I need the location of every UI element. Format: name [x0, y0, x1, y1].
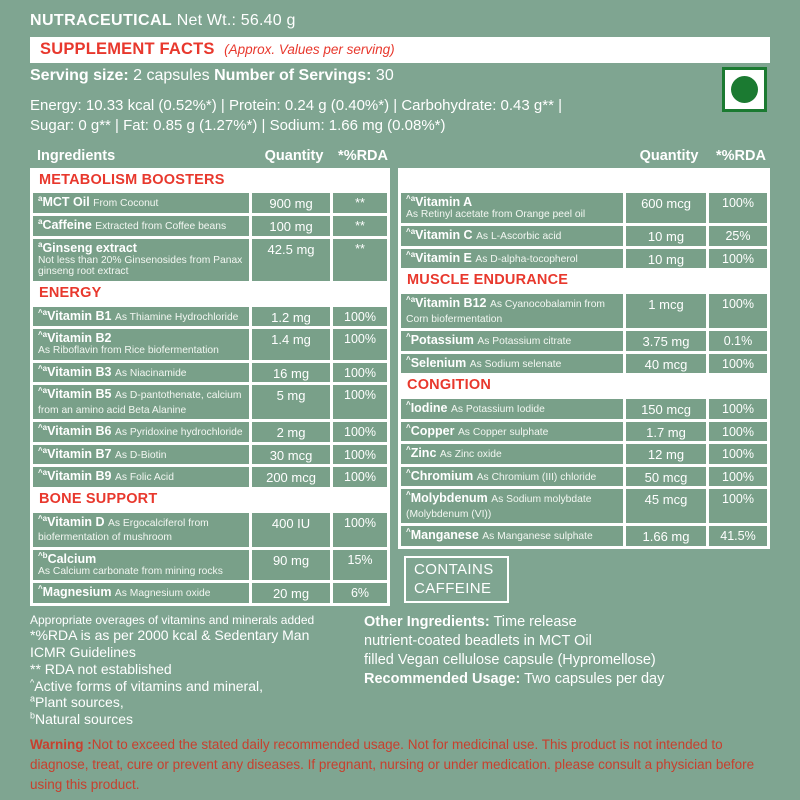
ingredient-desc: As D-Biotin — [114, 449, 167, 461]
ingredient-row — [33, 216, 387, 236]
source-marker: ^a — [38, 423, 48, 432]
ingredient-name: $^{\^{}a}$Vitamin B2 — [38, 329, 112, 346]
ingredient-name: ^Molybdenum — [406, 490, 492, 506]
serving-size-label: Serving size: — [30, 67, 129, 84]
servings-value: 30 — [375, 67, 394, 84]
ingredient-desc: As Thiamine Hydrochloride — [114, 311, 239, 323]
brand-name: NUTRACEUTICAL — [30, 12, 173, 29]
quantity-cell: 30 mcg — [252, 445, 330, 465]
ingredient-desc: As Sodium molybdate (Molybdenum (VI)) — [406, 494, 592, 520]
quantity-cell: 150 mcg — [626, 399, 706, 419]
supplement-facts-title: SUPPLEMENT FACTS — [40, 40, 215, 58]
ingredients-header: Ingredients — [37, 147, 116, 164]
ingredient-row — [401, 249, 767, 269]
vegetarian-mark-icon — [722, 67, 767, 112]
other-ingredients-line2: nutrient-coated beadlets in MCT Oil — [364, 632, 592, 649]
ingredient-row — [33, 422, 387, 442]
ingredient-desc: As Copper sulphate — [457, 426, 549, 438]
rda-cell: 100% — [333, 363, 387, 383]
source-marker: ^a — [406, 249, 416, 259]
footnote-line: $^a$Plant sources, — [30, 693, 124, 711]
source-marker: ^ — [406, 490, 411, 500]
section-header: CONGITION — [407, 377, 491, 394]
other-ingredients-block — [364, 613, 664, 728]
ingredient-name: $^{\^{}a}$Vitamin B12 — [406, 294, 490, 311]
ingredient-desc: As D-alpha-tocopherol — [475, 253, 578, 265]
ingredient-name-cell — [401, 226, 623, 246]
source-marker: ^a — [38, 363, 48, 373]
ingredient-name-cell — [401, 444, 623, 464]
ingredient-desc: As Zinc oxide — [439, 449, 502, 461]
source-marker: ^ — [406, 467, 411, 477]
ingredient-name-cell — [401, 489, 623, 523]
source-marker: a — [38, 239, 43, 249]
ingredient-row — [33, 550, 387, 581]
quantity-cell: 50 mcg — [626, 467, 706, 487]
source-marker: ^a — [38, 445, 48, 455]
ingredient-row — [33, 385, 387, 419]
ingredient-desc: As L-Ascorbic acid — [476, 231, 562, 243]
source-marker: ^ — [406, 445, 411, 454]
ingredient-desc: Not less than 20% Ginsenosides from Panax ginseng root extract — [38, 254, 243, 278]
source-marker: ^a — [38, 385, 48, 395]
quantity-cell: 42.5 mg — [252, 239, 330, 281]
source-marker: ^ — [406, 527, 411, 537]
ingredient-row — [33, 363, 387, 383]
ingredient-row — [33, 193, 387, 213]
macronutrient-summary — [30, 96, 770, 137]
servings-label: Number of Servings: — [214, 67, 372, 84]
footnote-line: ICMR Guidelines — [30, 644, 136, 660]
net-weight: Net Wt.: 56.40 g — [176, 12, 296, 29]
ingredients-header-spacer — [398, 148, 626, 164]
source-marker: ^ — [406, 354, 411, 364]
rda-cell: 100% — [333, 307, 387, 327]
left-table-column — [30, 168, 390, 606]
ingredients-tables — [30, 168, 770, 606]
ingredient-row — [33, 467, 387, 487]
ingredient-name: ^Iodine — [406, 399, 451, 416]
ingredient-name: $^{\^{}b}$Calcium — [38, 550, 97, 566]
ingredient-name-cell — [401, 249, 623, 269]
ingredient-name: $^a$Ginseng extract — [38, 239, 137, 255]
quantity-cell: 10 mg — [626, 249, 706, 269]
ingredient-name-cell — [401, 422, 623, 442]
ingredient-name: $^{\^{}a}$Vitamin E — [406, 249, 476, 265]
ingredient-name-cell — [401, 294, 623, 328]
rda-header: *%RDA — [716, 147, 766, 164]
rda-cell: 100% — [333, 445, 387, 465]
quantity-cell: 1.2 mg — [252, 307, 330, 327]
source-marker: ^ — [406, 331, 411, 341]
source-marker: ^b — [38, 550, 48, 560]
footnote-line: Appropriate overages of vitamins and minerals added — [30, 612, 315, 627]
rda-cell: 25% — [709, 226, 767, 246]
rda-cell: ** — [333, 193, 387, 213]
rda-cell: 100% — [709, 489, 767, 523]
quantity-cell: 1 mcg — [626, 294, 706, 328]
warning-text: Warning :Not to exceed the stated daily recommended usage. Not for medicinal use. This product is not intended to diagnose, treat, cure or prevent any diseases. If pregnant, nursing or under medication. please consult a physician before using this product. — [30, 736, 755, 793]
ingredient-name-cell — [33, 422, 249, 442]
ingredient-name: $^{\^{}a}$Vitamin B5 — [38, 385, 115, 402]
table-column-headers — [30, 148, 770, 164]
source-marker: ^a — [406, 294, 416, 304]
ingredient-row — [401, 489, 767, 523]
ingredient-row — [33, 307, 387, 327]
rda-cell: 100% — [333, 422, 387, 442]
ingredient-desc: As Retinyl acetate from Orange peel oil — [406, 208, 586, 220]
ingredient-desc: As Sodium selenate — [469, 358, 562, 370]
quantity-cell: 600 mcg — [626, 193, 706, 224]
right-ingredients-table — [398, 168, 770, 549]
rda-cell: ** — [333, 216, 387, 236]
footnote-line: ^Active forms of vitamins and mineral, — [30, 676, 263, 694]
ingredient-desc: As Cyanocobalamin from Corn biofermentation — [406, 299, 605, 325]
rda-cell: 100% — [709, 467, 767, 487]
quantity-cell: 2 mg — [252, 422, 330, 442]
ingredient-row — [401, 444, 767, 464]
rda-cell: 100% — [709, 354, 767, 374]
rda-cell: ** — [333, 239, 387, 281]
quantity-cell: 200 mcg — [252, 467, 330, 487]
column-headers-right — [398, 148, 770, 164]
rda-cell: 100% — [709, 249, 767, 269]
ingredient-row — [401, 422, 767, 442]
ingredient-desc: As Pyridoxine hydrochloride — [114, 427, 243, 439]
quantity-cell: 12 mg — [626, 444, 706, 464]
ingredient-desc: As Ergocalciferol from biofermentation of mushroom — [38, 517, 209, 544]
supplement-facts-note: (Approx. Values per serving) — [224, 42, 395, 57]
quantity-cell: 400 IU — [252, 513, 330, 547]
ingredient-name: $^{\^{}a}$Vitamin B3 — [38, 363, 115, 379]
ingredient-name-cell — [401, 193, 623, 224]
ingredient-name: $^a$Caffeine — [38, 216, 96, 232]
ingredient-desc: As Riboflavin from Rice biofermentation — [38, 345, 219, 357]
source-marker: ^ — [38, 584, 43, 594]
section-header: BONE SUPPORT — [39, 490, 158, 507]
ingredient-row — [401, 331, 767, 351]
rda-cell: 100% — [709, 294, 767, 328]
quantity-cell: 16 mg — [252, 363, 330, 383]
ingredient-row — [33, 445, 387, 465]
rda-cell: 100% — [333, 513, 387, 547]
ingredient-row — [401, 294, 767, 328]
recommended-usage-value: Two capsules per day — [524, 671, 665, 688]
ingredient-name: ^Magnesium — [38, 584, 115, 600]
ingredient-name: ^Chromium — [406, 467, 477, 483]
ingredient-desc: As Manganese sulphate — [482, 531, 593, 543]
section-header-blank — [401, 171, 767, 190]
ingredient-desc: As D-pantothenate, calcium from an amino acid Beta Alanine — [38, 390, 242, 416]
ingredient-name-cell — [33, 513, 249, 547]
rda-cell: 15% — [333, 550, 387, 581]
source-marker: ^a — [38, 513, 48, 523]
source-marker: ^a — [38, 329, 48, 339]
source-marker: a — [38, 194, 43, 204]
ingredient-desc: As Chromium (III) chloride — [476, 471, 597, 483]
quantity-cell: 3.75 mg — [626, 331, 706, 351]
ingredient-name-cell — [33, 467, 249, 487]
quantity-cell: 20 mg — [252, 583, 330, 603]
ingredient-name: $^{\^{}a}$Vitamin B1 — [38, 307, 115, 323]
left-ingredients-table — [30, 168, 390, 606]
quantity-cell: 5 mg — [252, 385, 330, 419]
ingredient-row — [33, 239, 387, 281]
ingredient-row — [33, 513, 387, 547]
ingredient-desc: As Niacinamide — [114, 367, 187, 379]
ingredient-name: $^{\^{}a}$Vitamin D — [38, 513, 109, 529]
supplement-facts-bar — [30, 37, 770, 63]
ingredient-name: ^Zinc — [406, 445, 440, 461]
ingredient-name-cell — [33, 583, 249, 603]
other-ingredients-line3: filled Vegan cellulose capsule (Hypromellose) — [364, 652, 656, 669]
ingredient-row — [401, 226, 767, 246]
serving-line — [30, 67, 770, 85]
source-marker: ^a — [406, 193, 416, 203]
ingredient-name-cell — [33, 445, 249, 465]
quantity-cell: 90 mg — [252, 550, 330, 581]
rda-cell: 6% — [333, 583, 387, 603]
right-table-column — [398, 168, 770, 604]
quantity-cell: 40 mcg — [626, 354, 706, 374]
quantity-cell: 45 mcg — [626, 489, 706, 523]
quantity-cell: 100 mg — [252, 216, 330, 236]
ingredient-name: $^{\^{}a}$Vitamin A — [406, 193, 473, 209]
ingredient-desc: From Coconut — [93, 198, 159, 210]
ingredient-name: $^{\^{}a}$Vitamin B9 — [38, 468, 115, 484]
ingredient-name-cell — [33, 216, 249, 236]
source-marker: ^a — [38, 307, 48, 317]
macros-line-2: Sugar: 0 g** | Fat: 0.85 g (1.27%*) | Sodium: 1.66 mg (0.08%*) — [30, 117, 446, 135]
ingredient-name-cell — [33, 385, 249, 419]
ingredient-row — [33, 583, 387, 603]
ingredient-desc: As Calcium carbonate from mining rocks — [38, 565, 223, 577]
quantity-cell: 900 mg — [252, 193, 330, 213]
ingredient-desc: As Potassium citrate — [477, 336, 572, 348]
ingredient-desc: As Potassium Iodide — [450, 404, 545, 416]
ingredient-desc: As Folic Acid — [114, 472, 174, 484]
ingredient-name-cell — [33, 363, 249, 383]
veg-dot-icon — [731, 76, 758, 103]
ingredient-name-cell — [401, 467, 623, 487]
ingredient-name-cell — [33, 193, 249, 213]
ingredient-name: $^a$MCT Oil — [38, 194, 94, 210]
ingredient-name: ^Copper — [406, 422, 458, 438]
ingredient-desc: As Magnesium oxide — [114, 588, 211, 600]
ingredient-name-cell — [401, 331, 623, 351]
contains-caffeine-box: CONTAINS CAFFEINE — [404, 556, 509, 604]
ingredient-name-cell — [401, 526, 623, 546]
source-marker: ^ — [406, 399, 411, 409]
footer — [30, 613, 770, 728]
rda-cell: 0.1% — [709, 331, 767, 351]
serving-size-value: 2 capsules — [133, 67, 210, 84]
rda-cell: 100% — [333, 385, 387, 419]
rda-cell: 100% — [709, 444, 767, 464]
quantity-header: Quantity — [639, 147, 699, 164]
ingredient-name-cell — [401, 399, 623, 419]
source-marker: a — [38, 216, 43, 226]
source-marker: ^ — [406, 422, 411, 432]
section-header: MUSCLE ENDURANCE — [407, 272, 569, 289]
quantity-cell: 1.7 mg — [626, 422, 706, 442]
rda-cell: 100% — [709, 399, 767, 419]
ingredient-name-cell — [33, 307, 249, 327]
other-ingredients-label: Other Ingredients: — [364, 613, 490, 630]
ingredient-name-cell — [33, 550, 249, 581]
footnote-line: *%RDA is as per 2000 kcal & Sedentary Man — [30, 627, 310, 644]
rda-cell: 100% — [333, 467, 387, 487]
ingredient-name: ^Manganese — [406, 527, 483, 543]
quantity-cell: 10 mg — [626, 226, 706, 246]
macros-line-1: Energy: 10.33 kcal (0.52%*) | Protein: 0.24 g (0.40%*) | Carbohydrate: 0.43 g** | — [30, 97, 562, 114]
rda-cell: 100% — [709, 193, 767, 224]
ingredient-name: $^{\^{}a}$Vitamin B7 — [38, 445, 115, 461]
rda-cell: 41.5% — [709, 526, 767, 546]
quantity-header: Quantity — [264, 147, 324, 164]
rda-header: *%RDA — [338, 147, 388, 164]
ingredient-name-cell — [33, 239, 249, 281]
rda-cell: 100% — [333, 329, 387, 360]
ingredient-row — [401, 526, 767, 546]
ingredient-name-cell — [401, 354, 623, 374]
ingredient-desc: Extracted from Coffee beans — [95, 220, 227, 232]
rda-cell: 100% — [709, 422, 767, 442]
ingredient-name: $^{\^{}a}$Vitamin B6 — [38, 423, 115, 439]
column-headers-left — [30, 148, 390, 164]
footnote-line: ** RDA not established — [30, 660, 172, 677]
ingredient-name-cell — [33, 329, 249, 360]
source-marker: ^a — [406, 226, 416, 236]
ingredient-row — [401, 399, 767, 419]
brand-line — [30, 12, 770, 30]
recommended-usage-label: Recommended Usage: — [364, 671, 521, 688]
warning-label: Warning : — [30, 736, 92, 752]
ingredient-name: ^Selenium — [406, 354, 470, 370]
ingredient-row — [401, 467, 767, 487]
ingredient-name: ^Potassium — [406, 331, 478, 348]
ingredient-row — [401, 354, 767, 374]
section-header: ENERGY — [39, 284, 102, 301]
ingredient-row — [33, 329, 387, 360]
ingredient-name: $^{\^{}a}$Vitamin C — [406, 226, 477, 243]
other-ingredients-line1: Time release — [493, 613, 577, 630]
quantity-cell: 1.66 mg — [626, 526, 706, 546]
section-header: METABOLISM BOOSTERS — [39, 171, 225, 188]
quantity-cell: 1.4 mg — [252, 329, 330, 360]
source-marker: ^a — [38, 468, 48, 478]
footnotes — [30, 613, 354, 728]
ingredient-row — [401, 193, 767, 224]
footnote-line: $^b$Natural sources — [30, 710, 134, 728]
